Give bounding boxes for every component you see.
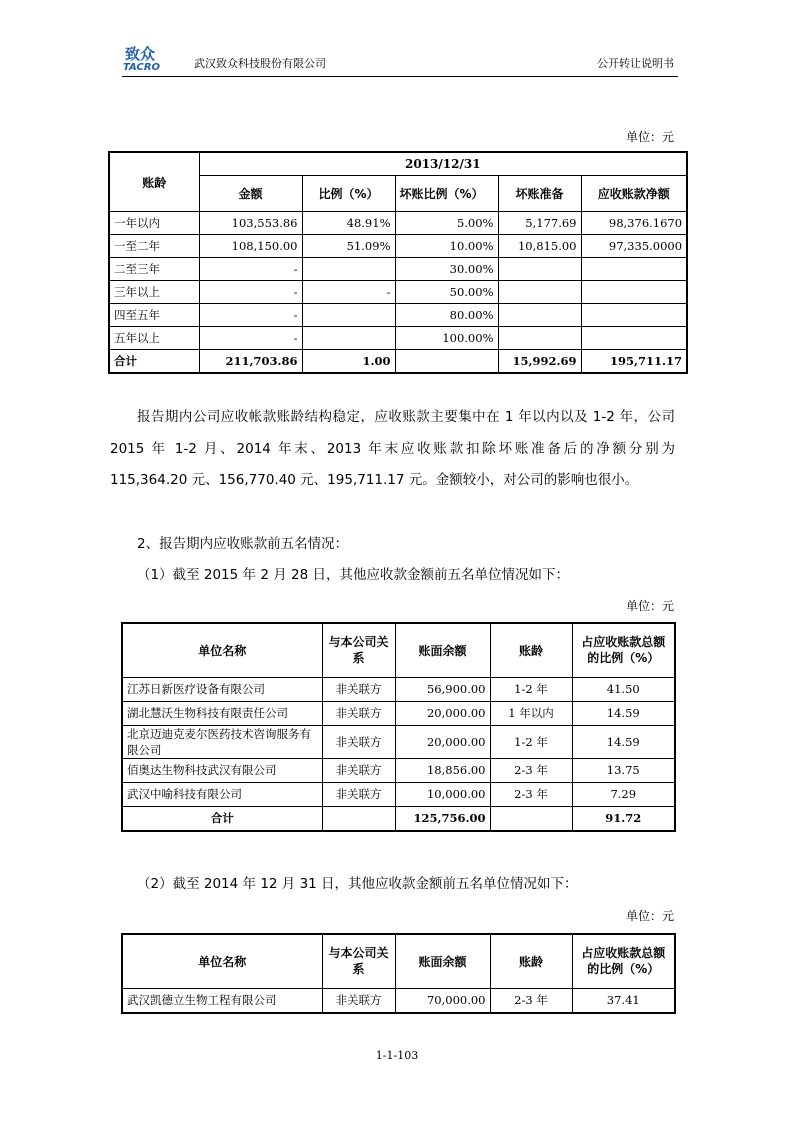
table-cell: 湖北慧沃生物科技有限责任公司 [122,701,322,725]
table-cell: 37.41 [572,988,675,1013]
table-cell [581,258,687,281]
col-header: 坏账准备 [498,176,581,212]
total-cell: 125,756.00 [395,806,490,831]
table-cell: 非关联方 [322,988,395,1013]
total-cell: 195,711.17 [581,350,687,374]
table-cell [302,327,395,350]
table-cell: 一年以内 [109,212,199,235]
col-header: 单位名称 [122,934,322,988]
table-cell [498,304,581,327]
table-row [122,701,675,725]
table-cell: 10.00% [395,235,498,258]
table-cell: 非关联方 [322,782,395,806]
table-cell [581,327,687,350]
table-cell: 江苏日新医疗设备有限公司 [122,677,322,701]
total-cell [395,350,498,374]
aging-table-2013 [108,151,688,374]
col-header: 占应收账款总额的比例（%） [572,934,675,988]
table-cell [581,281,687,304]
table-cell: 三年以上 [109,281,199,304]
col-header: 比例（%） [302,176,395,212]
table-row [109,327,687,350]
col-header: 与本公司关系 [322,623,395,677]
total-label: 合计 [109,350,199,374]
table-cell [302,304,395,327]
top5-table-2014 [121,933,676,1014]
col-header: 账面余额 [395,934,490,988]
table-cell: 5,177.69 [498,212,581,235]
table-row [122,725,675,758]
table-cell: - [199,327,302,350]
header-aging: 账龄 [109,152,199,212]
col-header: 坏账比例（%） [395,176,498,212]
table-row [109,304,687,327]
table-cell: 41.50 [572,677,675,701]
table-cell: 二至三年 [109,258,199,281]
table-cell: 18,856.00 [395,758,490,782]
company-logo [122,44,188,72]
table-cell [498,327,581,350]
table-cell [302,258,395,281]
table-cell: 14.59 [572,701,675,725]
table-cell: 非关联方 [322,677,395,701]
svg-text:致众: 致众 [125,45,156,63]
col-header: 与本公司关系 [322,934,395,988]
table-cell: 武汉中喻科技有限公司 [122,782,322,806]
unit-label-1: 单位：元 [626,130,675,144]
table-cell: 非关联方 [322,758,395,782]
table-cell: 2-3 年 [490,782,572,806]
table-cell: 非关联方 [322,701,395,725]
total-cell: 211,703.86 [199,350,302,374]
total-cell [490,806,572,831]
top5-table-2015 [121,622,676,832]
unit-label-3: 单位：元 [626,909,675,923]
table-cell [581,304,687,327]
table-row [109,235,687,258]
table-cell: 佰奥达生物科技武汉有限公司 [122,758,322,782]
table-cell: 80.00% [395,304,498,327]
table-cell: 108,150.00 [199,235,302,258]
table-cell: 13.75 [572,758,675,782]
table-cell: 98,376.1670 [581,212,687,235]
paragraph-aging-summary: 报告期内公司应收帐款账龄结构稳定，应收账款主要集中在 1 年以内以及 1-2 年，公司 2015 年 1-2 月、2014 年末、2013 年末应收账款扣除坏账准备后的净额分别为 115,364.20 元、156,770.40 元、195,711.17 元。金额较小，对公司的影响也很小。 [110,409,675,488]
table-cell: 20,000.00 [395,701,490,725]
table-cell: 1 年以内 [490,701,572,725]
table-cell: 100.00% [395,327,498,350]
col-header: 应收账款净额 [581,176,687,212]
table-cell: 1-2 年 [490,677,572,701]
paragraph-2015-intro: （1）截至 2015 年 2 月 28 日，其他应收款金额前五名单位情况如下： [137,567,569,583]
table-cell [498,258,581,281]
table-cell: 56,900.00 [395,677,490,701]
table-row [122,677,675,701]
table-cell: 103,553.86 [199,212,302,235]
table-cell: 14.59 [572,725,675,758]
table-cell: - [199,304,302,327]
table-cell: 2-3 年 [490,758,572,782]
table-cell [498,281,581,304]
table-cell: 1-2 年 [490,725,572,758]
unit-label-2: 单位：元 [626,599,675,613]
table-cell: 北京迈迪克麦尔医药技术咨询服务有限公司 [122,725,322,758]
page-header [122,44,678,77]
table-row [122,782,675,806]
table-row [122,988,675,1013]
table-cell: 10,000.00 [395,782,490,806]
col-header: 占应收账款总额的比例（%） [572,623,675,677]
table-cell: 武汉凯德立生物工程有限公司 [122,988,322,1013]
table-row [109,258,687,281]
col-header: 账龄 [490,934,572,988]
col-header: 账龄 [490,623,572,677]
header-period: 2013/12/31 [199,152,687,176]
total-cell: 91.72 [572,806,675,831]
table-row [109,212,687,235]
table-cell: 70,000.00 [395,988,490,1013]
table-cell: 20,000.00 [395,725,490,758]
col-header: 账面余额 [395,623,490,677]
table-cell: 四至五年 [109,304,199,327]
table-cell: - [199,258,302,281]
table-cell: 一至二年 [109,235,199,258]
table-cell: - [302,281,395,304]
col-header: 单位名称 [122,623,322,677]
table-cell: 10,815.00 [498,235,581,258]
paragraph-2014-intro: （2）截至 2014 年 12 月 31 日，其他应收款金额前五名单位情况如下： [137,876,578,892]
total-cell: 1.00 [302,350,395,374]
table-cell: 51.09% [302,235,395,258]
page-number: 1-1-103 [375,1049,419,1062]
table-cell: 7.29 [572,782,675,806]
col-header: 金额 [199,176,302,212]
table-cell: 非关联方 [322,725,395,758]
table-cell: 50.00% [395,281,498,304]
table-cell: - [199,281,302,304]
total-cell: 15,992.69 [498,350,581,374]
table-cell: 30.00% [395,258,498,281]
svg-text:TACRO: TACRO [123,62,161,72]
table-cell: 48.91% [302,212,395,235]
table-row [122,758,675,782]
table-cell: 2-3 年 [490,988,572,1013]
table-cell: 97,335.0000 [581,235,687,258]
table-row [109,281,687,304]
company-name: 武汉致众科技股份有限公司 [194,57,326,70]
total-label: 合计 [122,806,322,831]
table-cell: 五年以上 [109,327,199,350]
total-cell [322,806,395,831]
document-type: 公开转让说明书 [597,57,674,70]
table-cell: 5.00% [395,212,498,235]
paragraph-section-heading: 2、报告期内应收账款前五名情况： [137,536,349,552]
